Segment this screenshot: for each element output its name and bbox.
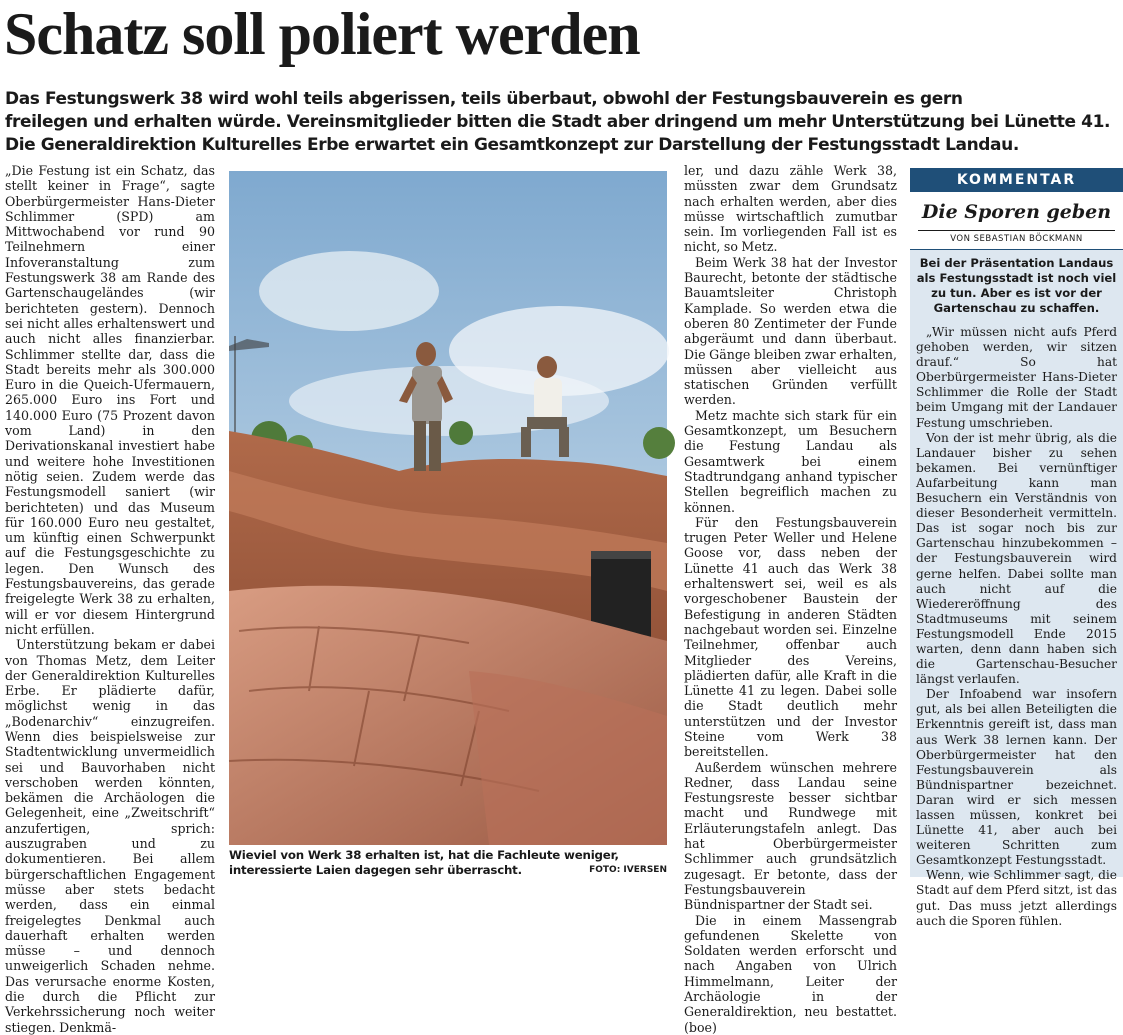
kommentar-body [910, 249, 1123, 928]
subheadline-line: freilegen und erhalten würde. Vereinsmitglieder bitten die Stadt aber dringend um mehr Unterstützung bei Lünette 41. [5, 112, 1111, 132]
excavation-photo [229, 171, 667, 845]
kommentar-label: KOMMENTAR [910, 168, 1123, 192]
photo-credit: FOTO: IVERSEN [589, 865, 667, 875]
article-paragraph: „Die Festung ist ein Schatz, das stellt keiner in Frage“, sagte Oberbürgermeister Hans-Dieter Schlimmer (SPD) am Mittwochabend vor rund 90 Teilnehmern einer Infoveranstaltung zum Festungswerk 38 am Rande des Gartenschaugeländes (wir berichteten gestern). Dennoch sei nicht alles erhaltenswert und auch nicht alles finanzierbar. Schlimmer stellte dar, dass die Stadt bereits mehr als 300.000 Euro in die Queich-Ufermauern, 265.000 Euro ins Fort und 140.000 Euro (75 Prozent davon vom Land) in den Derivationskanal investiert habe und weitere hohe Investitionen nötig seien. Zudem werde das Festungsmodell saniert (wir berichteten) und das Museum für 160.000 Euro neu gestaltet, um künftig einen Schwerpunkt auf die Festungsgeschichte zu legen. Den Wunsch des Festungsbauvereins, das gerade freigelegte Werk 38 zu erhalten, will er vor diesem Hintergrund nicht erfüllen. [5, 163, 215, 637]
article-paragraph: ler, und dazu zähle Werk 38, müssten zwar dem Grundsatz nach erhalten werden, aber dies müsse wirtschaftlich zumutbar sein. Im vorliegenden Fall ist es nicht, so Metz. [684, 163, 897, 255]
kommentar-text [916, 325, 1117, 929]
kommentar-lead: Bei der Präsentation Landaus als Festungsstadt ist noch viel zu tun. Aber es ist vor der Gartenschau zu schaffen. [916, 256, 1117, 315]
kommentar-paragraph: Wenn, wie Schlimmer sagt, die Stadt auf dem Pferd sitzt, ist das gut. Das muss jetzt allerdings auch die Sporen fühlen. [916, 868, 1117, 928]
article-paragraph: Außerdem wünschen mehrere Redner, dass Landau seine Festungsreste besser sichtbar macht und Rundwege mit Erläuterungstafeln anlegt. Das hat Oberbürgermeister Schlimmer auch grundsätzlich zugesagt. Er betonte, dass der Festungsbauverein Bündnispartner der Stadt sei. [684, 759, 897, 913]
kommentar-title: Die Sporen geben [921, 201, 1112, 223]
article-paragraph: Für den Festungsbauverein trugen Peter Weller und Helene Goose vor, dass neben der Lünette 41 auch das Werk 38 erhaltenswert sei, weil es als vorgeschobener Baustein der Befestigung in anderen Städten nachgebaut worden sei. Einzelne Teilnehmer, offenbar auch Mitglieder des Vereins, plädierten dafür, alle Kraft in die Lünette 41 zu legen. Dabei solle die Stadt deutlich mehr unterstützen und der Investor Steine vom Werk 38 bereitstellen. [684, 514, 897, 760]
kommentar-paragraph: „Wir müssen nicht aufs Pferd gehoben werden, wir sitzen drauf.“ So hat Oberbürgermeister Hans-Dieter Schlimmer die Rolle der Stadt beim Umgang mit der Landauer Festung umschrieben. [916, 325, 1117, 430]
kommentar-author: VON SEBASTIAN BÖCKMANN [918, 230, 1115, 244]
kommentar-paragraph: Von der ist mehr übrig, als die Landauer bisher zu sehen bekamen. Bei vernünftiger Aufarbeitung kann man Besuchern ein Verständnis von dieser Besonderheit vermitteln. Das ist sogar noch bis zur Gartenschau hinzubekommen – der Festungsbauverein wird gerne helfen. Dabei sollte man auch nicht auf die Wiedereröffnung des Stadtmuseums mit seinem Festungsmodell Ende 2015 warten, denn dann haben sich die Gartenschau-Besucher längst verlaufen. [916, 430, 1117, 687]
subheadline-line: Das Festungswerk 38 wird wohl teils abgerissen, teils überbaut, obwohl der Festungsbauverein es gern [5, 89, 963, 109]
subheadline-line: Die Generaldirektion Kulturelles Erbe erwartet ein Gesamtkonzept zur Darstellung der Festungsstadt Landau. [5, 135, 1019, 155]
article-paragraph: Die in einem Massengrab gefundenen Skelette von Soldaten werden erforscht und nach Angaben von Ulrich Himmelmann, Leiter der Archäologie in der Generaldirektion, neu bestattet. (boe) [684, 912, 897, 1035]
article-paragraph: Metz machte sich stark für ein Gesamtkonzept, um Besuchern die Festung Landau als Gesamtwerk bei einem Stadtrundgang anhand typischer Stellen begreiflich machen zu können. [684, 407, 897, 515]
article-paragraph: Unterstützung bekam er dabei von Thomas Metz, dem Leiter der Generaldirektion Kulturelles Erbe. Er plädierte dafür, möglichst wenig in das „Bodenarchiv“ einzugreifen. Wenn dies beispielsweise zur Stadtentwicklung unvermeidlich sei und Bauvorhaben nicht verschoben werden könnten, bekämen die Archäologen die Gelegenheit, eine „Zweitschrift“ anzufertigen, sprich: auszugraben und zu dokumentieren. Bei allem bürgerschaftlichen Engagement müsse aber stets bedacht werden, dass ein einmal freigelegtes Denkmal auch dauerhaft erhalten werden müsse – und dennoch unweigerlich Schaden nehme. Das verursache enorme Kosten, die durch die Pflicht zur Verkehrssicherung noch weiter stiegen. Denkmä- [5, 637, 215, 1035]
excavation-photo-image [229, 171, 667, 845]
headline: Schatz soll poliert werden [4, 1, 640, 67]
kommentar-box [910, 168, 1123, 928]
article-column-2 [684, 163, 897, 1035]
article-paragraph: Beim Werk 38 hat der Investor Baurecht, betonte der städtische Bauamtsleiter Christoph Kamplade. So werden etwa die oberen 80 Zentimeter der Funde abgeräumt und dann überbaut. Die Gänge bleiben zwar erhalten, müssen aber vielleicht aus statischen Gründen verfüllt werden. [684, 254, 897, 408]
photo-caption [229, 848, 669, 878]
kommentar-paragraph: Der Infoabend war insofern gut, als bei allen Beteiligten die Erkenntnis gereift ist, dass man aus Werk 38 lernen kann. Der Oberbürgermeister hat den Festungsbauverein als Bündnispartner bezeichnet. Daran wird er sich messen lassen müssen, konkret bei Lünette 41, aber auch bei weiteren Schritten zum Gesamtkonzept Festungsstadt. [916, 687, 1117, 868]
article-column-1 [5, 163, 215, 1035]
subheadline [5, 88, 1123, 157]
photo-caption-text: Wieviel von Werk 38 erhalten ist, hat die Fachleute weniger, interessierte Laien dagegen sehr überrascht. [229, 848, 619, 877]
